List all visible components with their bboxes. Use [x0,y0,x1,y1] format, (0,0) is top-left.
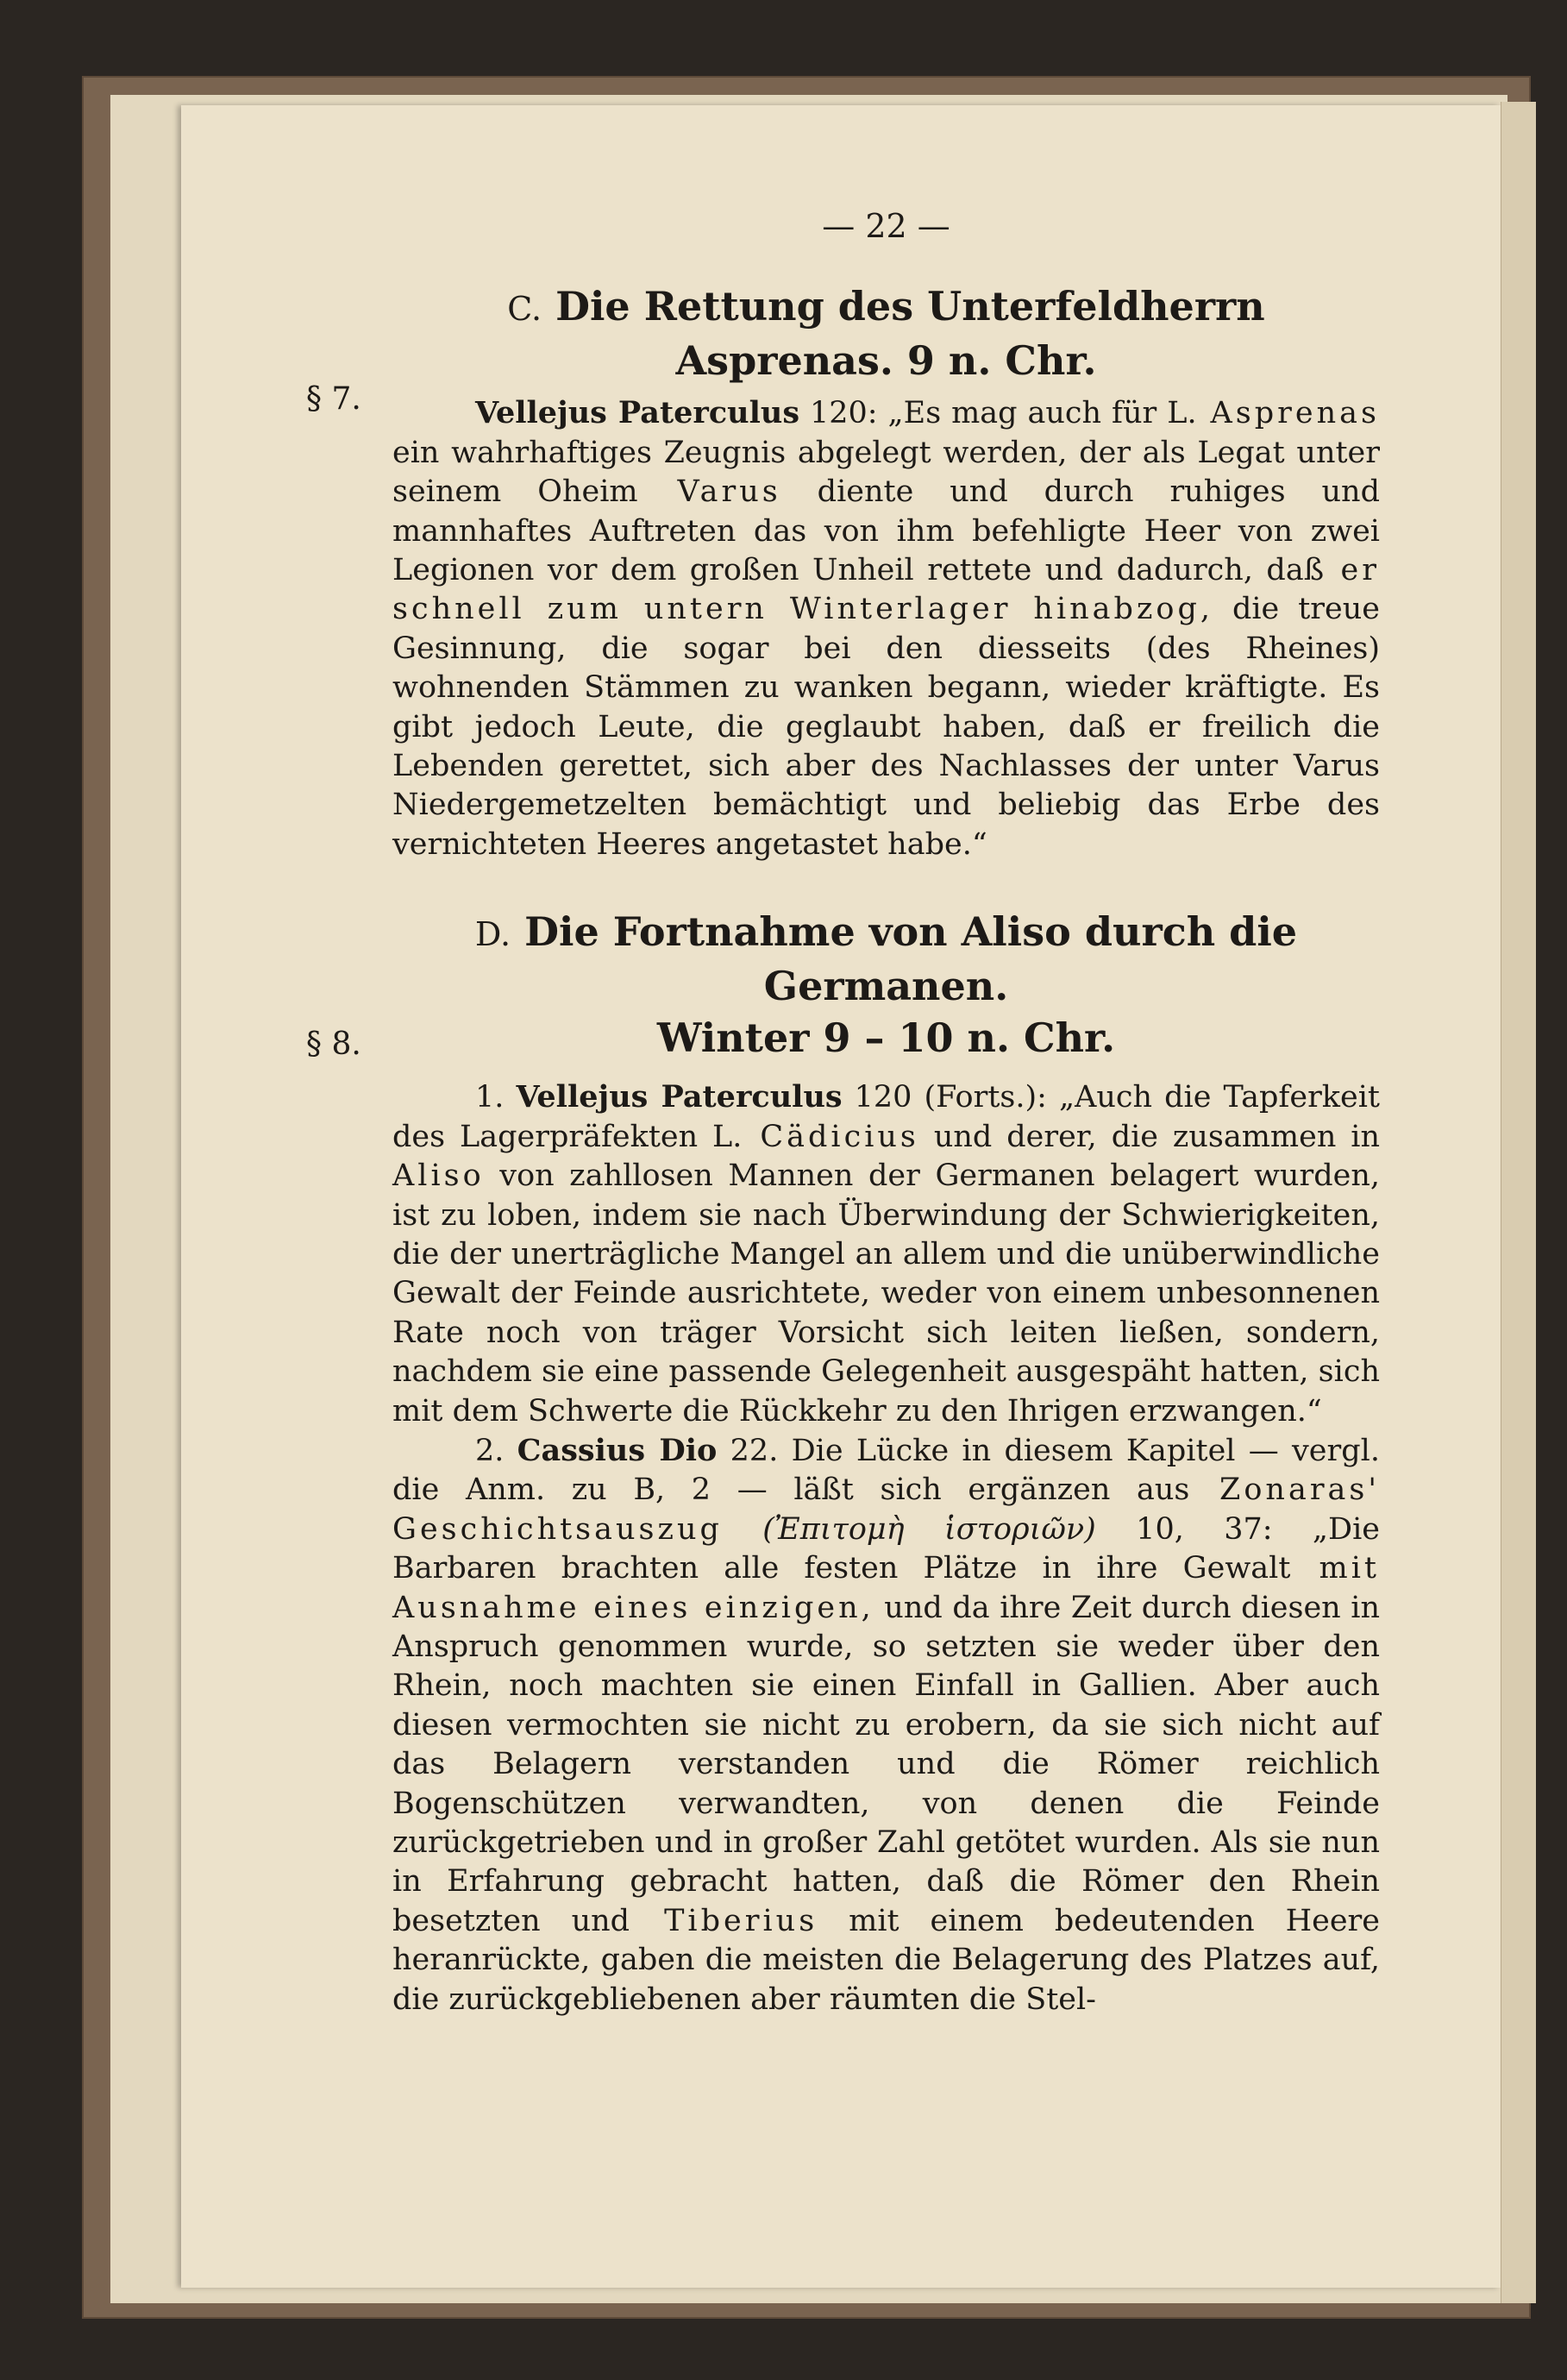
body-text: mit einem bedeutenden Heere heranrückte, gaben die meisten die Belagerung des Platzes auf, die zurückgebliebenen aber räumten die Stel- [392,1903,1380,2017]
body-text: die treue Gesinnung, die sogar bei den diesseits (des Rheines) wohnenden Stämmen zu wanken begann, wieder kräftigte. Es gibt jedoch Leute, die geglaubt haben, daß er freilich die Lebenden gerettet, sich aber des Nachlasses der unter Varus Niedergemetzelten bemächtigt und beliebig das Erbe des vernichteten Heeres angetastet habe.“ [392,592,1380,862]
section-d-heading [392,906,1380,1064]
section-d-title-line2: Winter 9 – 10 n. Chr. [656,1014,1116,1062]
item-number: 2. [475,1433,517,1468]
section-d-letter: D. [474,915,511,954]
body-text: 10, 37: „Die Barbaren brachten alle festen Plätze in ihre Gewalt [392,1511,1380,1586]
page-text [392,207,1380,2019]
body-text: diente und durch ruhiges und mannhaftes Auftreten das von ihm befehligte Heer von zwei Legionen vor dem großen Unheil rettete und dadurch, daß [392,474,1380,588]
body-text: ein wahrhaftiges Zeugnis abgelegt werden, der als Legat unter seinem Oheim [392,435,1380,510]
body-text: von zahllosen Mannen der Germanen belagert wurden, ist zu loben, indem sie nach Überwindung der Schwierigkeiten, die der unerträgliche Mangel an allem und die unüberwindliche Gewalt der Feinde ausrichtete, weder von einem unbesonnenen Rate noch von träger Vorsicht sich leiten ließen, sondern, nachdem sie eine passende Gelegenheit ausgespäht hatten, sich mit dem Schwerte die Rückkehr zu den Ihrigen erzwangen.“ [392,1159,1380,1429]
paragraph-8-2 [392,1431,1380,2019]
spaced-phrase: er schnell zum untern Winterlager hinabzog, [392,553,1380,627]
spaced-name: Aliso [392,1159,485,1194]
section-d-title-line1: Die Fortnahme von Aliso durch die Germanen. [524,908,1298,1010]
body-text: 22. Die Lücke in diesem Kapitel — vergl. die Anm. zu B, 2 — läßt sich ergänzen aus [392,1433,1380,1508]
page-number: — 22 — [822,207,950,245]
para-label-8: § 8. [306,1027,361,1062]
body-text: und da ihre Zeit durch diesen in Anspruch genommen wurde, so setzten sie weder über den Rhein, noch machten sie einen Einfall in Gallien. Aber auch diesen vermochten sie nicht zu erobern, da sie sich nicht auf das Belagern verstanden und die Römer reichlich Bogenschützen verwandten, von denen die Feinde zurückgetrieben und in großer Zahl getötet wurden. Als sie nun in Erfahrung gebracht hatten, daß die Römer den Rhein besetzten und [392,1590,1380,1938]
author-name: Vellejus Paterculus [516,1079,843,1115]
greek-title: (Ἐπιτομὴ ἱστοριῶν) [722,1511,1096,1547]
spaced-name: Cädicius [742,1119,919,1154]
item-number: 1. [475,1080,517,1115]
paragraph-8-1 [392,1077,1380,1431]
spaced-name: Asprenas [1196,396,1380,431]
section-c-letter: C. [507,290,542,329]
section-c-title: Die Rettung des Unterfeldherrn Asprenas. 9 n. Chr. [555,283,1265,385]
spaced-name: Tiberius [630,1903,818,1938]
spaced-phrase: mit Ausnahme eines einzigen, [392,1551,1380,1625]
author-name: Vellejus Paterculus [475,395,800,431]
spaced-name: Varus [637,474,781,510]
page-edge [1501,102,1536,2303]
section-c-heading [392,280,1380,386]
para-label-7: § 7. [306,381,361,417]
spaced-name: Zonaras' [1189,1473,1381,1508]
citation-text: 120 (Forts.): „Auch die Tapferkeit des Lagerpräfekten L. [392,1080,1380,1154]
citation-text: 120: „Es mag auch für L. [799,396,1197,431]
author-name: Cassius Dio [517,1432,718,1468]
body-text: und derer, die zusammen in [918,1119,1381,1154]
paragraph-7 [392,393,1380,864]
spaced-phrase: Geschichtsauszug [392,1511,723,1547]
